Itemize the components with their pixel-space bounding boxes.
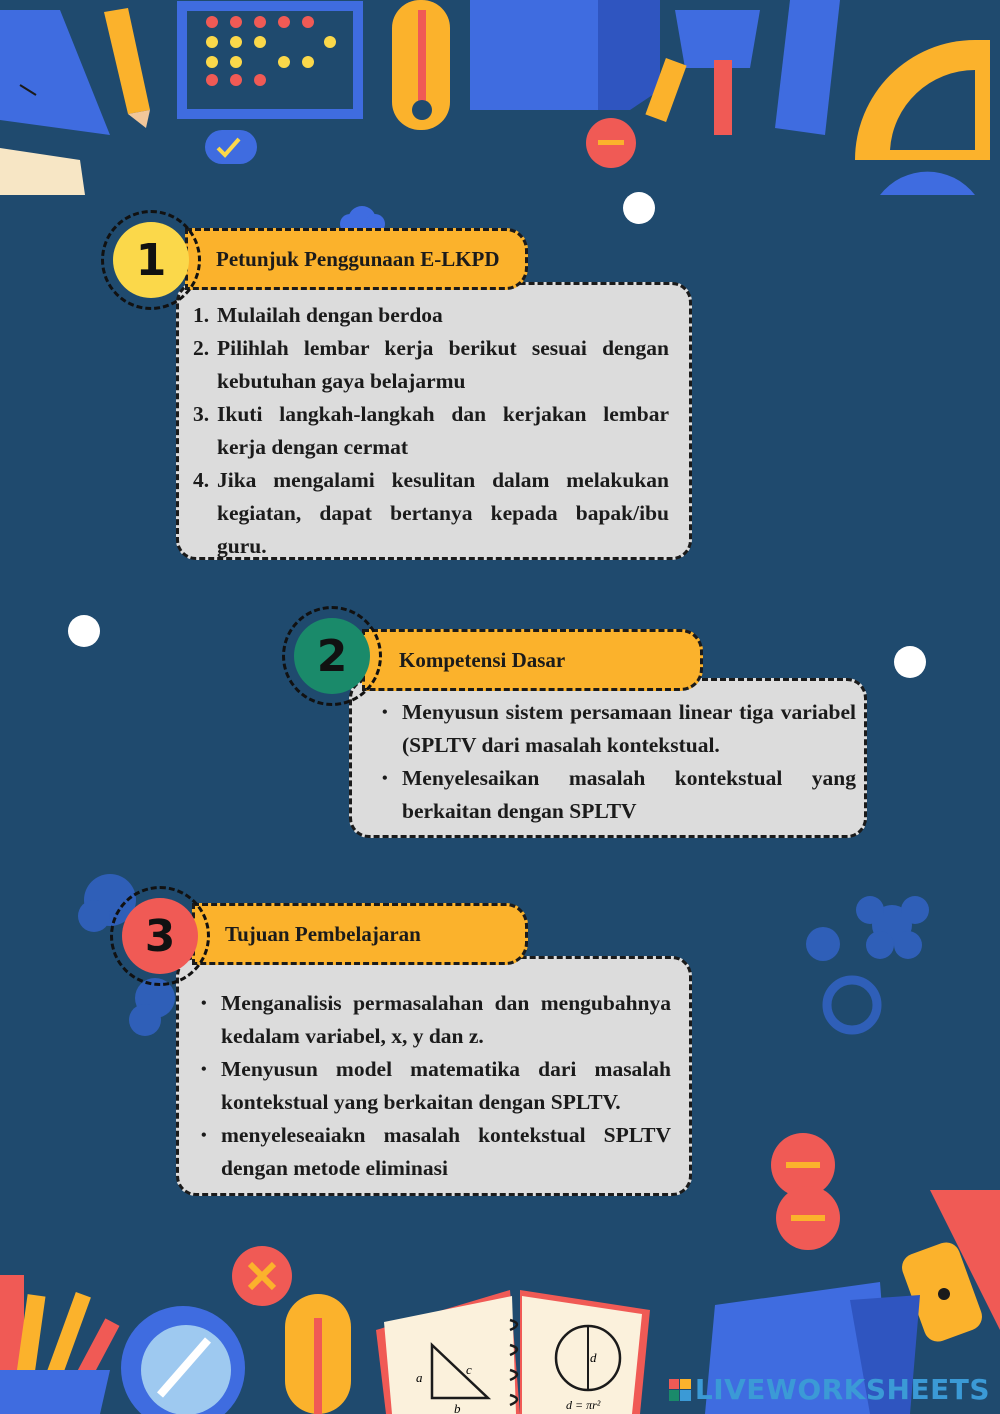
objectives-box: [176, 956, 692, 1196]
list-item: • Menyelesaikan masalah kontekstual yang berkaitan dengan SPLTV: [382, 766, 856, 823]
liveworksheets-watermark[interactable]: [669, 1373, 990, 1406]
book-label-a: a: [416, 1370, 423, 1385]
watermark-text: LIVEWORKSHEETS: [694, 1373, 990, 1406]
list-item: 2. Pilihlah lembar kerja berikut sesuai dengan kebutuhan gaya belajarmu: [193, 336, 669, 393]
section-title: Kompetensi Dasar: [362, 629, 703, 691]
instructions-list: [193, 299, 669, 563]
instructions-box: [176, 282, 692, 560]
book-formula: d = πr²: [566, 1398, 601, 1412]
list-item: • Menganalisis permasalahan dan mengubahnya kedalam variabel, x, y dan z.: [201, 991, 671, 1048]
section-number-3: 3: [122, 898, 198, 974]
book-label-c: c: [466, 1362, 472, 1377]
competency-list: [382, 696, 856, 828]
list-item: 3. Ikuti langkah-langkah dan kerjakan lembar kerja dengan cermat: [193, 402, 669, 459]
decor-dot: [894, 646, 926, 678]
list-item: • Menyusun sistem persamaan linear tiga variabel (SPLTV dari masalah kontekstual.: [382, 700, 856, 757]
list-item: • Menyusun model matematika dari masalah kontekstual yang berkaitan dengan SPLTV.: [201, 1057, 671, 1114]
section-title: Tujuan Pembelajaran: [192, 903, 528, 965]
book-label-b: b: [454, 1401, 461, 1414]
competency-box: [349, 678, 867, 838]
list-item: • menyeleseaiakn masalah kontekstual SPLTV dengan metode eliminasi: [201, 1123, 671, 1180]
section-number-2: 2: [294, 618, 370, 694]
list-item: 1. Mulailah dengan berdoa: [193, 303, 443, 327]
section-title: Petunjuk Penggunaan E-LKPD: [185, 228, 528, 290]
decor-dot: [68, 615, 100, 647]
list-item: 4. Jika mengalami kesulitan dalam melakukan kegiatan, dapat bertanya kepada bapak/ibu guru.: [193, 468, 669, 558]
liveworksheets-logo-icon: [669, 1379, 691, 1401]
book-label-d: d: [590, 1350, 597, 1365]
decor-dot: [623, 192, 655, 224]
objectives-list: [201, 987, 671, 1185]
section-number-1: 1: [113, 222, 189, 298]
